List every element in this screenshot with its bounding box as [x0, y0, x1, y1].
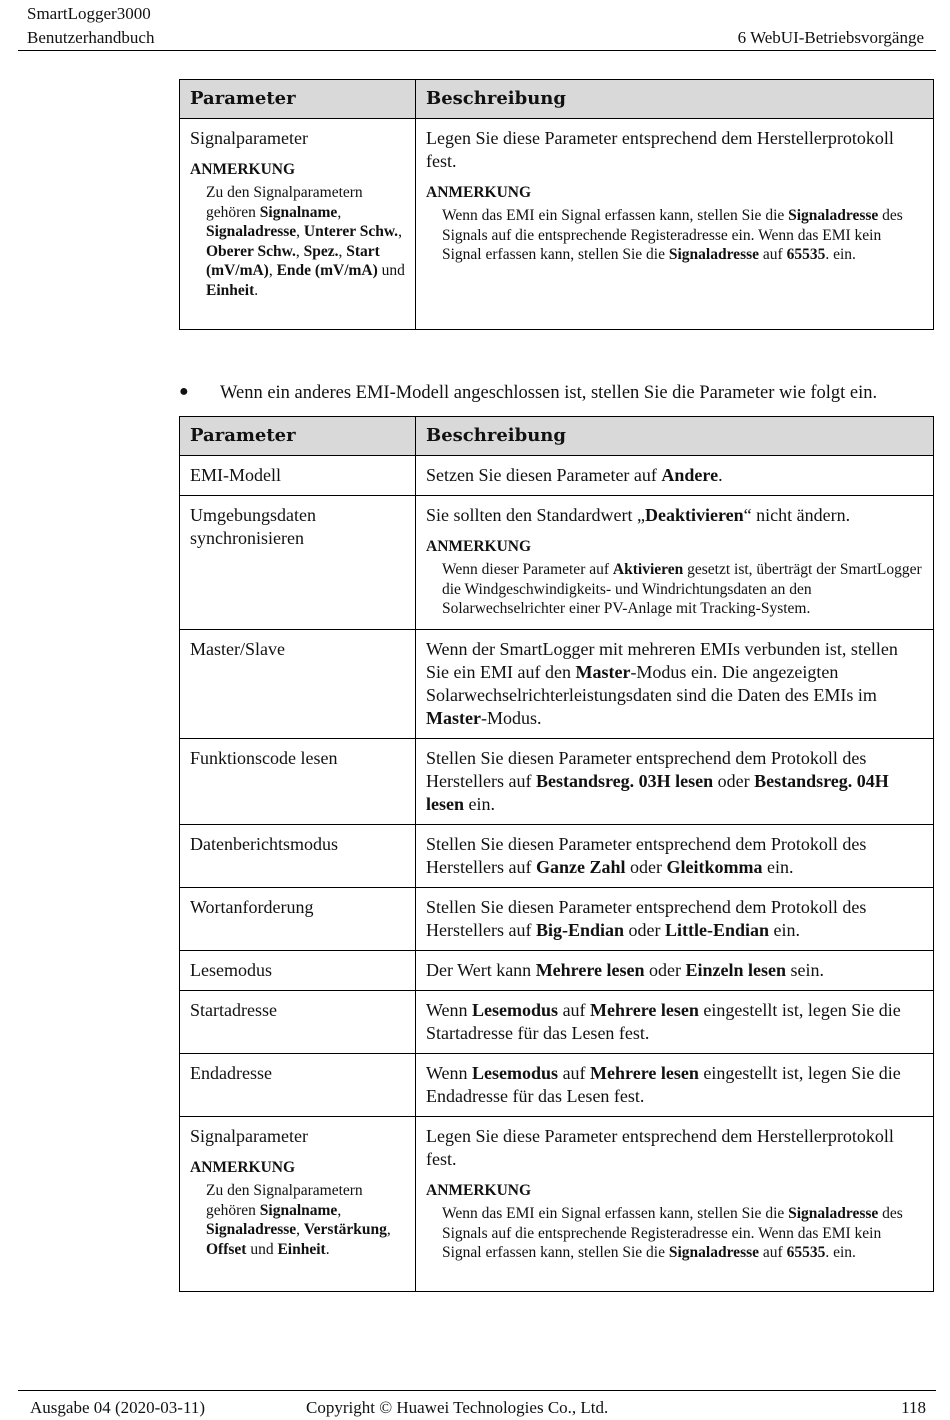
description-cell [416, 1054, 934, 1117]
text-run: gesetzt ist, überträgt der SmartLogger die Windgeschwindigkeits- und Windrichtungsdaten an den Solarwechselrichter einer PV-Anlage mit Tracking-System. [442, 561, 922, 617]
bold-term: Signaladresse [668, 1244, 760, 1261]
description-text [426, 638, 923, 730]
table-row [180, 456, 934, 496]
text-run: Legen Sie diese Parameter entsprechend dem Herstellerprotokoll fest. [426, 1126, 894, 1169]
footer-edition: Ausgabe 04 (2020-03-11) [30, 1398, 205, 1417]
text-run: oder [644, 960, 686, 980]
bold-term: Einheit [277, 1240, 326, 1258]
text-run: -Modus ein. Die angezeigten Solarwechselrichterleistungsdaten sind die Daten des EMIs im [426, 662, 877, 705]
description-text [426, 464, 923, 487]
column-header-parameter: Parameter [180, 80, 416, 119]
note-text [426, 206, 923, 265]
param-cell [180, 951, 416, 991]
text-run: und [246, 1240, 278, 1258]
note-title: ANMERKUNG [426, 538, 532, 555]
bold-term: Master [575, 662, 631, 682]
table-header-row [180, 417, 934, 456]
bold-term: Signalname [259, 203, 338, 221]
description-cell [416, 888, 934, 951]
text-run: auf [759, 1244, 787, 1261]
bold-term: Unterer Schw. [303, 223, 399, 240]
bold-term: Bestandsreg. 03H lesen [535, 771, 714, 791]
table-row [180, 888, 934, 951]
text-run: Sie sollten den Standardwert „ [426, 505, 645, 525]
param-name: Endadresse [190, 1063, 272, 1083]
bold-term: Signaladresse [788, 1205, 879, 1222]
bold-term: Andere [661, 465, 719, 485]
bold-term: Einheit [206, 281, 255, 299]
text-run: Setzen Sie diesen Parameter auf [426, 465, 662, 485]
text-run: ein. [464, 794, 495, 814]
text-run: und [377, 262, 405, 279]
text-run: “ nicht ändern. [743, 505, 851, 525]
param-name: Wortanforderung [190, 897, 314, 917]
text-run: Wenn das EMI ein Signal erfassen kann, stellen Sie die [442, 207, 789, 224]
param-cell [180, 739, 416, 825]
text-run: , [398, 223, 402, 240]
param-name: Startadresse [190, 1000, 277, 1020]
text-run: auf [558, 1000, 591, 1020]
bold-term: Big-Endian [535, 920, 624, 940]
description-cell [416, 739, 934, 825]
header-product: SmartLogger3000 [27, 4, 151, 23]
param-name: Lesemodus [190, 960, 272, 980]
text-run: -Modus. [480, 708, 542, 728]
description-text [426, 504, 923, 527]
bold-term: Signalname [259, 1201, 338, 1219]
description-text [426, 896, 923, 942]
text-run: ein. [762, 857, 794, 877]
param-cell [180, 119, 416, 330]
text-run: auf [558, 1063, 591, 1083]
text-run: . [325, 1240, 330, 1258]
description-text [426, 833, 923, 879]
description-cell [416, 1117, 934, 1292]
text-run: oder [713, 771, 755, 791]
note-text [426, 560, 923, 619]
bold-term: Offset [206, 1240, 247, 1258]
bold-term: Bestandsreg. 04H lesen [426, 771, 889, 814]
bold-term: Start (mV/mA) [206, 242, 380, 279]
text-run: , [268, 262, 277, 279]
param-name: Master/Slave [190, 639, 285, 659]
table-row [180, 496, 934, 630]
bold-term: Signaladresse [668, 246, 760, 263]
param-cell [180, 456, 416, 496]
note-title: ANMERKUNG [426, 184, 532, 201]
text-run: Zu den Signalparametern gehören [206, 184, 363, 221]
description-text [426, 999, 923, 1045]
bold-term: Mehrere lesen [590, 1000, 699, 1020]
bold-term: Signaladresse [206, 223, 297, 240]
text-run: des Signals auf die entsprechende Registeradresse ein. Wenn das EMI kein Signal erfassen kann, stellen Sie die [442, 1205, 903, 1261]
bold-term: Mehrere lesen [535, 960, 645, 980]
text-run: Stellen Sie diesen Parameter entsprechend dem Protokoll des Herstellers auf [426, 897, 867, 940]
footer-page-number: 118 [901, 1398, 926, 1417]
bold-term: Ende (mV/mA) [276, 262, 378, 279]
description-cell [416, 825, 934, 888]
table-row [180, 1054, 934, 1117]
bold-term: Gleitkomma [666, 857, 763, 877]
text-run: Legen Sie diese Parameter entsprechend dem Herstellerprotokoll fest. [426, 128, 894, 171]
param-cell [180, 496, 416, 630]
footer-copyright: Copyright © Huawei Technologies Co., Ltd. [306, 1398, 609, 1417]
bold-term: Master [426, 708, 481, 728]
bold-term: Little-Endian [664, 920, 770, 940]
text-run: eingestellt ist, legen Sie die Startadresse für das Lesen fest. [426, 1000, 901, 1043]
text-run: Stellen Sie diesen Parameter entsprechend dem Protokoll des Herstellers auf [426, 748, 867, 791]
param-name: Signalparameter [190, 1126, 308, 1146]
other-emi-parameter-table [179, 416, 934, 1292]
param-cell [180, 991, 416, 1054]
table-row [180, 825, 934, 888]
table-header-row [180, 80, 934, 119]
text-run: Wenn dieser Parameter auf [442, 561, 613, 578]
column-header-description: Beschreibung [416, 80, 934, 119]
note-title: ANMERKUNG [190, 1159, 296, 1176]
text-run: . ein. [825, 1244, 856, 1261]
param-cell [180, 1054, 416, 1117]
text-run: , [337, 203, 342, 221]
text-run: Wenn [426, 1000, 473, 1020]
param-cell [180, 630, 416, 739]
text-run: auf [759, 246, 787, 263]
table-row [180, 119, 934, 330]
bold-term: Einzeln lesen [685, 960, 786, 980]
header-manual: Benutzerhandbuch [27, 28, 155, 47]
text-run: des Signals auf die entsprechende Registeradresse ein. Wenn das EMI kein Signal erfassen kann, stellen Sie die [442, 207, 903, 263]
text-run: , [337, 1201, 342, 1219]
bold-term: Oberer Schw. [206, 242, 296, 260]
description-text [426, 127, 923, 173]
bold-term: Deaktivieren [644, 505, 744, 525]
text-run: . [254, 281, 259, 299]
note-text [426, 1204, 923, 1263]
text-run: oder [624, 920, 665, 940]
note-text [190, 183, 405, 300]
param-cell [180, 888, 416, 951]
param-name: Umgebungsdaten synchronisieren [190, 505, 316, 548]
text-run: Stellen Sie diesen Parameter entsprechend dem Protokoll des Herstellers auf [426, 834, 867, 877]
table-row [180, 991, 934, 1054]
bold-term: Verstärkung [303, 1221, 387, 1238]
bold-term: Ganze Zahl [535, 857, 626, 877]
column-header-description: Beschreibung [416, 417, 934, 456]
text-run: , [296, 1221, 304, 1238]
description-text [426, 959, 923, 982]
description-cell [416, 456, 934, 496]
table-row [180, 1117, 934, 1292]
footer-divider [18, 1390, 936, 1391]
text-run: ein. [769, 920, 801, 940]
description-text [426, 1125, 923, 1171]
header-chapter: 6 WebUI-Betriebsvorgänge [737, 28, 924, 47]
table-row [180, 951, 934, 991]
text-run: oder [625, 857, 667, 877]
bold-term: 65535 [786, 1244, 826, 1261]
table-row [180, 739, 934, 825]
param-name: Funktionscode lesen [190, 748, 338, 768]
text-run: , [386, 1221, 391, 1238]
description-cell [416, 991, 934, 1054]
description-cell [416, 630, 934, 739]
bold-term: Signaladresse [788, 207, 879, 224]
note-title: ANMERKUNG [426, 1182, 532, 1199]
param-name: EMI-Modell [190, 465, 281, 485]
text-run: Wenn das EMI ein Signal erfassen kann, stellen Sie die [442, 1205, 789, 1222]
bold-term: Lesemodus [472, 1063, 559, 1083]
bullet-text: Wenn ein anderes EMI-Modell angeschlossen ist, stellen Sie die Parameter wie folgt ein. [220, 383, 878, 403]
bold-term: Mehrere lesen [590, 1063, 699, 1083]
header-divider [18, 50, 936, 51]
text-run: Zu den Signalparametern gehören [206, 1182, 363, 1219]
text-run: . [718, 465, 723, 485]
text-run: Wenn [426, 1063, 473, 1083]
param-name: Signalparameter [190, 128, 308, 148]
bold-term: Lesemodus [472, 1000, 559, 1020]
text-run: , [295, 242, 304, 260]
text-run: sein. [785, 960, 824, 980]
note-text [190, 1181, 405, 1259]
text-run: . ein. [825, 246, 856, 263]
bold-term: Spez. [303, 242, 339, 260]
bullet-icon: ● [179, 383, 189, 400]
param-name: Datenberichtsmodus [190, 834, 338, 854]
description-cell [416, 496, 934, 630]
description-text [426, 747, 923, 816]
note-title: ANMERKUNG [190, 161, 296, 178]
bold-term: 65535 [786, 246, 826, 263]
description-cell [416, 119, 934, 330]
description-cell [416, 951, 934, 991]
param-cell [180, 825, 416, 888]
text-run: eingestellt ist, legen Sie die Endadresse für das Lesen fest. [426, 1063, 901, 1106]
column-header-parameter: Parameter [180, 417, 416, 456]
text-run: , [338, 242, 347, 260]
text-run: Der Wert kann [426, 960, 536, 980]
text-run: , [296, 223, 304, 240]
bold-term: Signaladresse [206, 1221, 297, 1238]
bold-term: Aktivieren [612, 561, 684, 578]
description-text [426, 1062, 923, 1108]
signal-parameter-table [179, 79, 934, 330]
table-row [180, 630, 934, 739]
text-run: Wenn der SmartLogger mit mehreren EMIs verbunden ist, stellen Sie ein EMI auf den [426, 639, 898, 682]
param-cell [180, 1117, 416, 1292]
